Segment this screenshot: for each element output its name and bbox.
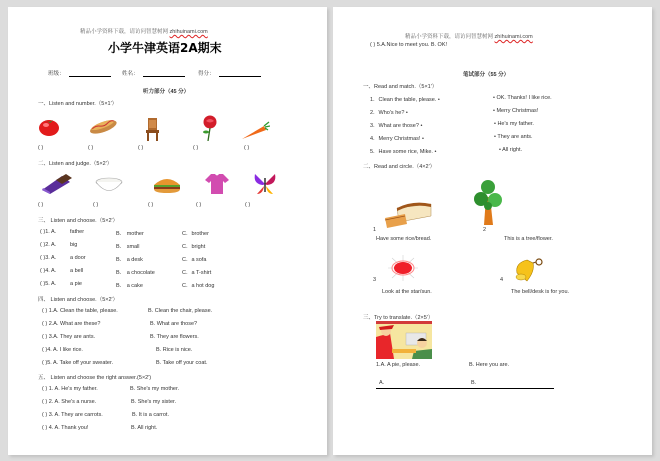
answer-blank[interactable]: ( )	[88, 145, 94, 151]
option-b: B. Take off your coat.	[156, 360, 208, 366]
item-number: ( )2. A.	[40, 242, 57, 248]
rice-bowl-icon	[94, 177, 124, 193]
match-left-item[interactable]: 2．Who's he? •	[370, 110, 408, 116]
answer-blank[interactable]: ( )	[38, 202, 44, 208]
header-note-text: 精品小学资料下载，请访问智慧树网	[80, 29, 169, 35]
answer-blank[interactable]: ( )	[196, 202, 202, 208]
header-note-text: 精品小学资料下载，请访问智慧树网	[405, 34, 494, 40]
page-title: 小学牛津英语2A期末	[108, 41, 222, 55]
option-a: big	[70, 242, 78, 248]
list-item	[40, 255, 207, 263]
field-class-label: 班级：	[48, 71, 65, 77]
option-a: a pie	[70, 281, 82, 287]
option-b: B． mother	[116, 231, 144, 237]
list-item	[40, 229, 209, 237]
chair-icon	[145, 117, 161, 141]
listening-part-title: 听力部分（45 分）	[143, 89, 190, 95]
item-number: 1	[373, 227, 377, 233]
field-name	[122, 69, 185, 77]
field-score-blank[interactable]	[219, 70, 261, 77]
option-a: They are ants.	[59, 334, 96, 340]
writing-part-title: 笔试部分（55 分）	[463, 72, 510, 78]
option-c: C．brother	[182, 231, 209, 237]
option-b: B. She's my sister.	[131, 399, 177, 405]
option-b: B． a chocolate	[116, 270, 155, 276]
chocolate-icon	[40, 172, 74, 194]
match-right-item[interactable]: • He's my father.	[494, 121, 534, 127]
option-c: C．bright	[182, 244, 206, 250]
item-number: ( ) 2. A.	[42, 399, 60, 405]
option-c: C．a hot dog	[182, 283, 215, 289]
field-class	[48, 69, 111, 77]
item-number: ( ) 1. A.	[42, 386, 60, 392]
option-b: B． small	[116, 244, 140, 250]
answer-blank[interactable]: ( )	[138, 145, 144, 151]
option-a: He's my father.	[61, 386, 98, 392]
carrot-icon	[240, 121, 270, 141]
item-number: 2	[483, 227, 487, 233]
section5-heading: 五、 Listen and choose the right answer.(5×2′)	[38, 375, 152, 381]
bell-icon	[513, 257, 547, 283]
option-b: B. It is a carrot.	[132, 412, 169, 418]
item-number: ( ) 3. A.	[42, 412, 60, 418]
item-number: ( ) 2.A.	[42, 321, 59, 327]
field-name-label: 姓名：	[122, 71, 139, 77]
option-a: a bell	[70, 268, 84, 274]
item-number: ( )4. A.	[42, 347, 59, 353]
list-item	[40, 281, 215, 289]
answer-blank[interactable]: ( )	[193, 145, 199, 151]
section3-heading: 三、 Listen and choose.（5×2′）	[38, 218, 119, 224]
header-url-link[interactable]: zhihuinami.com	[169, 29, 208, 35]
list-item	[42, 308, 213, 314]
list-item	[40, 242, 206, 250]
page-header-note	[80, 27, 208, 35]
match-left-item[interactable]: 3．What are those? •	[370, 123, 423, 129]
list-item	[42, 399, 177, 405]
list-item	[42, 386, 180, 392]
option-a: father	[70, 229, 85, 235]
header-url-link[interactable]: zhihuinami.com	[494, 34, 533, 40]
list-item	[42, 321, 198, 327]
option-b: B． a cake	[116, 283, 143, 289]
option-b: B. They are flowers.	[150, 334, 199, 340]
field-name-blank[interactable]	[143, 70, 185, 77]
section2-heading: 二、Listen and judge.（5×2′）	[38, 161, 113, 167]
translate-line-b: B. Here you are.	[469, 362, 510, 368]
answer-a-label: A.	[379, 380, 385, 386]
field-score	[198, 69, 261, 77]
sun-icon	[388, 255, 418, 281]
answer-blank[interactable]: ( )	[244, 145, 250, 151]
answer-line[interactable]	[376, 388, 554, 389]
option-a: Thank you!	[61, 425, 89, 431]
circle-sentence[interactable]: Have some rice/bread.	[376, 236, 432, 242]
carry-over-item: ( ) 5.A.Nice to meet you. B. OK!	[370, 42, 448, 48]
option-a: Take off your sweater.	[59, 360, 114, 366]
option-b: B. What are those?	[150, 321, 198, 327]
section4-heading: 四、 Listen and choose.（5×2′）	[38, 297, 119, 303]
item-number: ( )5. A.	[40, 281, 57, 287]
option-a: What are these?	[60, 321, 101, 327]
match-right-item[interactable]: • They are ants.	[494, 134, 533, 140]
match-right-item[interactable]: • Merry Christmas!	[493, 108, 539, 114]
match-left-item[interactable]: 4．Merry Christmas! •	[370, 136, 424, 142]
option-b: B. She's my mother.	[130, 386, 180, 392]
option-a: I like rice.	[59, 347, 83, 353]
item-number: ( )5. A.	[42, 360, 59, 366]
list-item	[42, 360, 208, 366]
match-left-item[interactable]: 1．Clean the table, please. •	[370, 97, 440, 103]
option-b: B. All right.	[131, 425, 158, 431]
option-c: C．a T-shirt	[182, 270, 212, 276]
list-item	[42, 412, 169, 418]
list-item	[42, 334, 199, 340]
match-right-item[interactable]: • OK. Thanks! I like rice.	[493, 95, 552, 101]
item-number: 4	[500, 277, 504, 283]
match-right-item[interactable]: • All right.	[499, 147, 523, 153]
option-c: C．a sofa	[182, 257, 207, 263]
hamburger-icon	[153, 177, 181, 193]
butterfly-icon	[253, 172, 277, 196]
translate-line-a: 1.A. A pie, please.	[376, 362, 421, 368]
tree-icon	[473, 179, 503, 227]
answer-blank[interactable]: ( )	[93, 202, 99, 208]
circle-sentence[interactable]: The bell/desk is for you.	[511, 289, 570, 295]
option-a: Clean the table, please.	[60, 308, 118, 314]
item-number: ( )4. A.	[40, 268, 57, 274]
circle-sentence[interactable]: Look at the star/sun.	[382, 289, 432, 295]
translate-heading: 三、Try to translate.（2×5′）	[363, 315, 434, 321]
answer-blank[interactable]: ( )	[245, 202, 251, 208]
circle-sentence[interactable]: This is a tree/flower.	[504, 236, 553, 242]
item-number: ( )3. A.	[40, 255, 57, 261]
option-b: B. Clean the chair, please.	[148, 308, 213, 314]
item-number: 3	[373, 277, 377, 283]
item-number: ( ) 4. A.	[42, 425, 60, 431]
match-left-item[interactable]: 5．Have some rice, Mike. •	[370, 149, 437, 155]
option-a: a door	[70, 255, 86, 261]
answer-blank[interactable]: ( )	[148, 202, 154, 208]
option-b: B. Rice is nice.	[156, 347, 193, 353]
circle-heading: 二、Read and circle.（4×2′）	[363, 164, 436, 170]
document-page-2	[333, 7, 652, 455]
field-class-blank[interactable]	[69, 70, 111, 77]
shop-scene-illustration	[376, 321, 432, 359]
tomato-icon	[38, 117, 60, 137]
item-number: ( )1. A.	[40, 229, 57, 235]
list-item	[42, 347, 193, 353]
answer-b-label: B.	[471, 380, 477, 386]
document-page-1	[8, 7, 327, 455]
item-number: ( ) 3.A.	[42, 334, 59, 340]
option-a: She's a nurse.	[61, 399, 97, 405]
section1-heading: 一、Listen and number.（5×1′）	[38, 101, 118, 107]
page-header-note	[405, 32, 533, 40]
field-score-label: 得分：	[198, 71, 215, 77]
bread-icon	[383, 202, 433, 230]
answer-blank[interactable]: ( )	[38, 145, 44, 151]
option-a: They are carrots.	[61, 412, 103, 418]
list-item	[40, 268, 212, 276]
list-item	[42, 425, 158, 431]
match-heading: 一、Read and match.（5×1′）	[363, 84, 438, 90]
tshirt-icon	[205, 173, 229, 195]
hotdog-icon	[88, 117, 118, 135]
rose-icon	[200, 115, 220, 141]
item-number: ( ) 1.A.	[42, 308, 59, 314]
option-b: B． a desk	[116, 257, 143, 263]
